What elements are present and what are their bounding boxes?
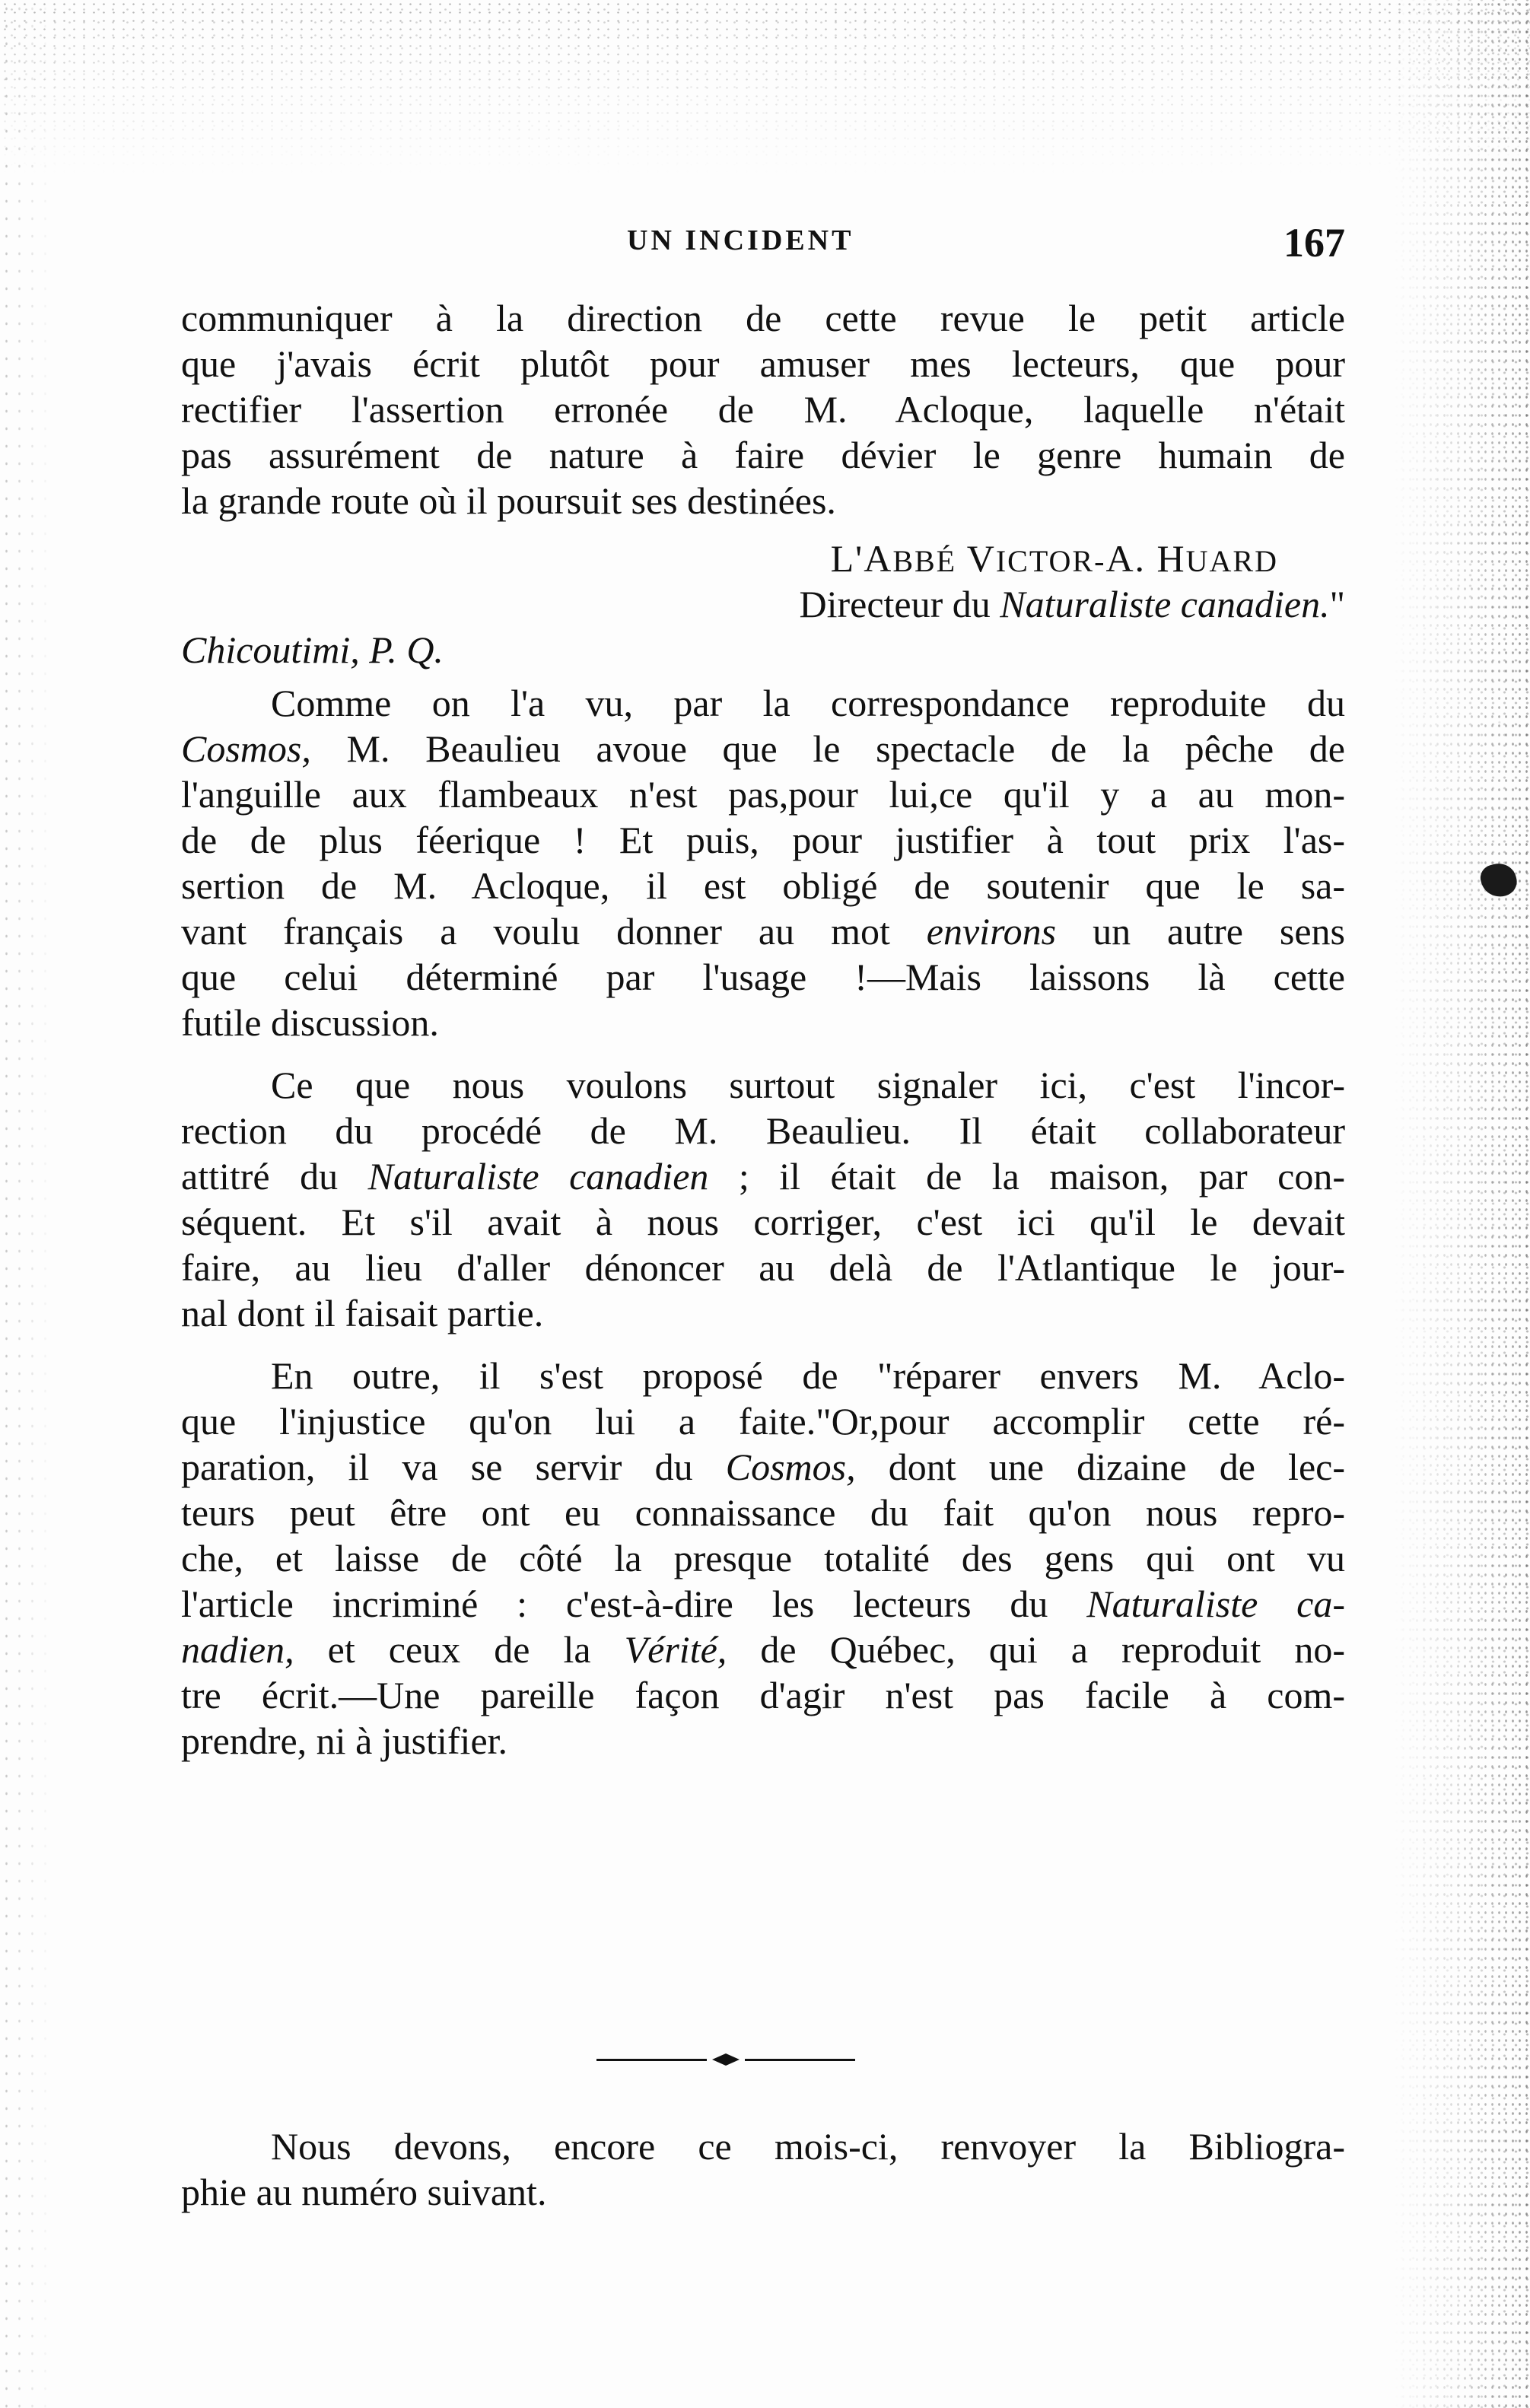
separator-diamond: [712, 2053, 740, 2066]
running-title: UN INCIDENT: [627, 224, 854, 256]
text-line: communiquer à la direction de cette revue le petit article: [181, 297, 1345, 339]
text-line: que l'injustice qu'on lui a faite."Or,pour accomplir cette ré-: [181, 1400, 1345, 1443]
text-line: l'anguille aux flambeaux n'est pas,pour lui,ce qu'il y a au mon-: [181, 773, 1345, 816]
signature-name: L'ABBÉ VICTOR-A. HUARD: [830, 537, 1278, 580]
scan-noise-right: [1393, 0, 1530, 2408]
scan-noise-top: [0, 0, 1530, 175]
text-line: nadien, et ceux de la Vérité, de Québec, qui a reproduit no-: [181, 1628, 1345, 1671]
scan-noise-left: [0, 0, 53, 2408]
signature-title: Directeur du Naturaliste canadien.": [799, 583, 1345, 625]
text-line: teurs peut être ont eu connaissance du fait qu'on nous repro-: [181, 1491, 1345, 1534]
section-separator: [596, 2052, 855, 2067]
closing-notice: [181, 2123, 1345, 2215]
text-line: que j'avais écrit plutôt pour amuser mes lecteurs, que pour: [181, 342, 1345, 385]
text-line: de de plus féerique ! Et puis, pour justifier à tout prix l'as-: [181, 819, 1345, 861]
separator-rule: [745, 2059, 855, 2061]
page-header: [181, 220, 1345, 269]
separator-rule: [596, 2059, 707, 2061]
text-line: che, et laisse de côté la presque totalité des gens qui ont vu: [181, 1537, 1345, 1579]
text-line: nal dont il faisait partie.: [181, 1292, 544, 1334]
text-line: paration, il va se servir du Cosmos, dont une dizaine de lec-: [181, 1446, 1345, 1488]
text-line: sertion de M. Acloque, il est obligé de soutenir que le sa-: [181, 864, 1345, 907]
text-line: Comme on l'a vu, par la correspondance reproduite du: [271, 682, 1345, 724]
text-line: Cosmos, M. Beaulieu avoue que le spectacle de la pêche de: [181, 727, 1345, 770]
text-line: vant français a voulu donner au mot environs un autre sens: [181, 910, 1345, 953]
text-line: attitré du Naturaliste canadien ; il était de la maison, par con-: [181, 1155, 1345, 1198]
text-line: phie au numéro suivant.: [181, 2171, 547, 2213]
page-number: 167: [1283, 220, 1345, 266]
text-line: que celui déterminé par l'usage !—Mais laissons là cette: [181, 956, 1345, 998]
text-line: Ce que nous voulons surtout signaler ici, c'est l'incor-: [271, 1064, 1345, 1106]
text-line: Nous devons, encore ce mois-ci, renvoyer la Bibliogra-: [271, 2125, 1345, 2168]
place-line: Chicoutimi, P. Q.: [181, 628, 444, 671]
text-line: rectifier l'assertion erronée de M. Acloque, laquelle n'était: [181, 388, 1345, 431]
text-line: faire, au lieu d'aller dénoncer au delà de l'Atlantique le jour-: [181, 1246, 1345, 1289]
text-line: En outre, il s'est proposé de "réparer envers M. Aclo-: [271, 1354, 1345, 1397]
text-line: tre écrit.—Une pareille façon d'agir n'est pas facile à com-: [181, 1674, 1345, 1716]
text-line: futile discussion.: [181, 1001, 439, 1044]
text-line: rection du procédé de M. Beaulieu. Il était collaborateur: [181, 1109, 1345, 1152]
body-text: [181, 295, 1345, 1764]
text-line: séquent. Et s'il avait à nous corriger, c'est ici qu'il le devait: [181, 1201, 1345, 1243]
text-line: prendre, ni à justifier.: [181, 1719, 508, 1762]
text-line: la grande route où il poursuit ses destinées.: [181, 479, 836, 522]
text-line: l'article incriminé : c'est-à-dire les lecteurs du Naturaliste ca-: [181, 1583, 1345, 1625]
text-line: pas assurément de nature à faire dévier le genre humain de: [181, 434, 1345, 476]
